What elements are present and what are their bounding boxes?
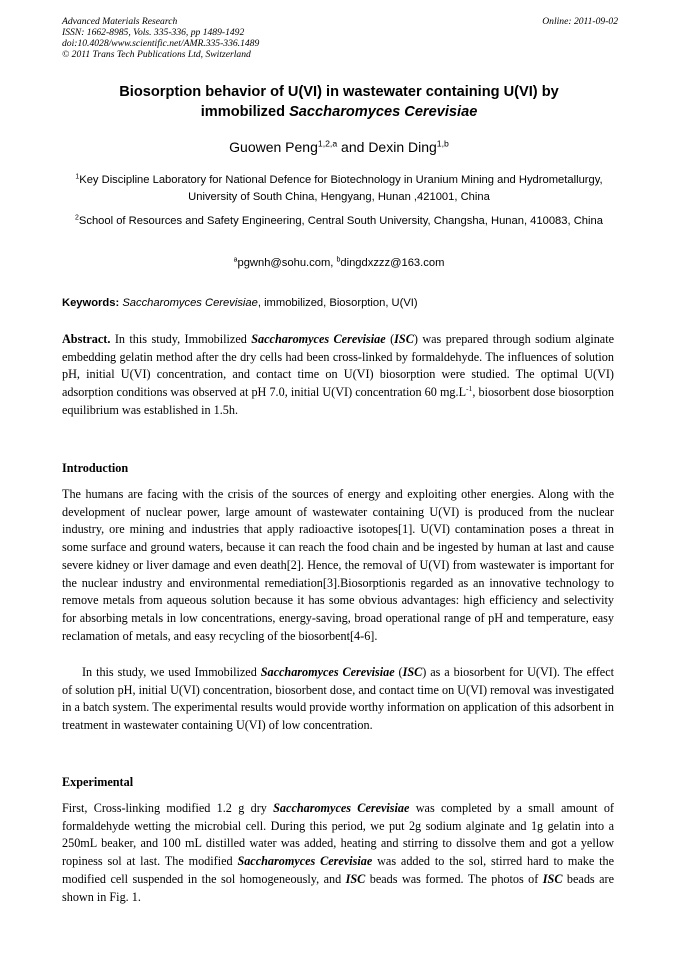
paper-title: [62, 82, 616, 122]
author-1: Guowen Peng: [229, 139, 318, 155]
introduction-paragraph-2: [62, 664, 614, 735]
intro-p2-species: Saccharomyces Cerevisiae: [260, 665, 395, 679]
affiliation-2: [62, 213, 616, 230]
exp-isc-1: ISC: [345, 871, 366, 886]
affiliation-2-text: School of Resources and Safety Engineering, Central South University, Changsha, Hunan, 410083, China: [78, 215, 603, 227]
intro-p2-text-2: (: [394, 665, 403, 679]
affiliation-1-text: Key Discipline Laboratory for National Defence for Biotechnology in Uranium Mining and Hydrometallurgy, University of South China, Hengyang, Hunan ,421001, China: [79, 174, 603, 203]
title-line-1: Biosorption behavior of U(VI) in wastewater containing U(VI) by: [119, 84, 559, 100]
online-date: Online: 2011-09-02: [542, 16, 618, 27]
email-line: [62, 255, 616, 272]
journal-name: Advanced Materials Research: [62, 16, 178, 27]
affiliation-1: [62, 172, 616, 206]
email-b[interactable]: dingdxzzz@163.com: [340, 257, 445, 269]
intro-p2-isc: ISC: [402, 665, 423, 679]
introduction-paragraph-1: The humans are facing with the crisis of the sources of energy and exploiting other energies. Along with the development of nuclear power, large amount of wastewater containing U(VI) is produced from the nuclear industry, ore mining and industries that apply radioactive isotopes[1]. U(VI) contamination poses a threat in some surface and ground waters, because it can reach the food chain and be ingested by human at last and cause severe kidney or liver damage and even death[2]. Hence, the removal of U(VI) from wastewater is important for the nuclear industry and environmental remediation[3].Biosorptionis regarded as an innovative technology to remove metals from aqueous solution because it has some obvious advantages: high efficiency and selectivity for absorbing metals in low concentrations, energy-saving, broad operational range of pH and temperature, easy reclamation of metals, and easy recycling of the biosorbent[4-6].: [62, 487, 614, 643]
exp-species-2: Saccharomyces Cerevisiae: [237, 854, 373, 869]
exp-text-2: was completed by a small amount of formaldehyde wetting the microbial cell. During this period, we put 2g sodium alginate and 1g gelatin into a 250mL beaker, and 100 mL distilled water was added, heating and stirring to dissolve them and got a yellow ropiness sol at last. The modified: [62, 801, 614, 869]
author-2: Dexin Ding: [368, 139, 437, 155]
abstract-text-1: In this study, Immobilized: [110, 332, 252, 346]
keyword-species: Saccharomyces Cerevisiae: [122, 297, 258, 309]
journal-header: [62, 16, 618, 60]
experimental-paragraph-1: [62, 800, 614, 906]
affiliation-1-number: 1: [75, 173, 80, 181]
exp-text-3: was added to the sol, stirred hard to make the modified cell suspended in the sol homogeneously, and: [62, 854, 615, 886]
email-b-marker: b: [336, 256, 341, 264]
author-2-affil: 1,b: [436, 138, 449, 149]
title-line-2-plain: immobilized: [200, 104, 290, 120]
exp-text-5: beads are shown in Fig. 1.: [62, 871, 614, 904]
copyright-line: © 2011 Trans Tech Publications Ltd, Switzerland: [62, 49, 251, 60]
abstract-text-3: ) was prepared through sodium alginate embedding gelatin method after the dry cells had been cross-linked by formaldehyde. The influences of solution pH, initial U(VI) concentration, and contact time on U(VI) biosorption were studied. The optimal U(VI) adsorption conditions was observed at pH 7.0, initial U(VI) concentration 60 mg.L: [62, 332, 614, 400]
abstract-species: Saccharomyces Cerevisiae: [251, 332, 386, 346]
email-a-marker: a: [233, 256, 238, 264]
author-line: [62, 138, 616, 156]
abstract-label: Abstract.: [62, 332, 111, 346]
keywords-line: [62, 295, 616, 311]
abstract-text-4: , biosorbent dose biosorption equilibrium was established in 1.5h.: [62, 385, 614, 417]
issn-line: ISSN: 1662-8985, Vols. 335-336, pp 1489-1492: [62, 27, 245, 38]
keywords-rest: , immobilized, Biosorption, U(VI): [257, 297, 418, 309]
exp-text-4: beads was formed. The photos of: [365, 871, 543, 886]
email-a[interactable]: pgwnh@sohu.com,: [237, 257, 337, 269]
author-and: and: [337, 139, 369, 155]
keywords-label: Keywords:: [62, 297, 120, 309]
title-species: Saccharomyces Cerevisiae: [289, 104, 478, 120]
doi-line: doi:10.4028/www.scientific.net/AMR.335-336.1489: [62, 38, 260, 49]
abstract-text-2: (: [385, 332, 395, 346]
author-1-affil: 1,2,a: [317, 138, 338, 149]
introduction-heading: Introduction: [62, 461, 129, 475]
affiliation-2-number: 2: [75, 214, 79, 222]
exp-species-1: Saccharomyces Cerevisiae: [273, 801, 410, 815]
intro-p2-text-1: In this study, we used Immobilized: [82, 665, 261, 679]
abstract-isc: ISC: [394, 332, 414, 346]
abstract-paragraph: [62, 331, 614, 420]
intro-p2-text-3: ) as a biosorbent for U(VI). The effect of solution pH, initial U(VI) concentration, biosorbent dose, and contact time on U(VI) removal was investigated in a batch system. The experimental results would provide worthy information on application of this adsorbent in treatment in wastewater containing U(VI) of low concentration.: [62, 665, 614, 733]
exp-isc-2: ISC: [542, 871, 563, 886]
abstract-unit-exponent: -1: [466, 384, 473, 394]
title-line-2: [62, 102, 616, 122]
experimental-heading: Experimental: [62, 775, 134, 789]
exp-text-1: First, Cross-linking modified 1.2 g dry: [62, 801, 274, 815]
